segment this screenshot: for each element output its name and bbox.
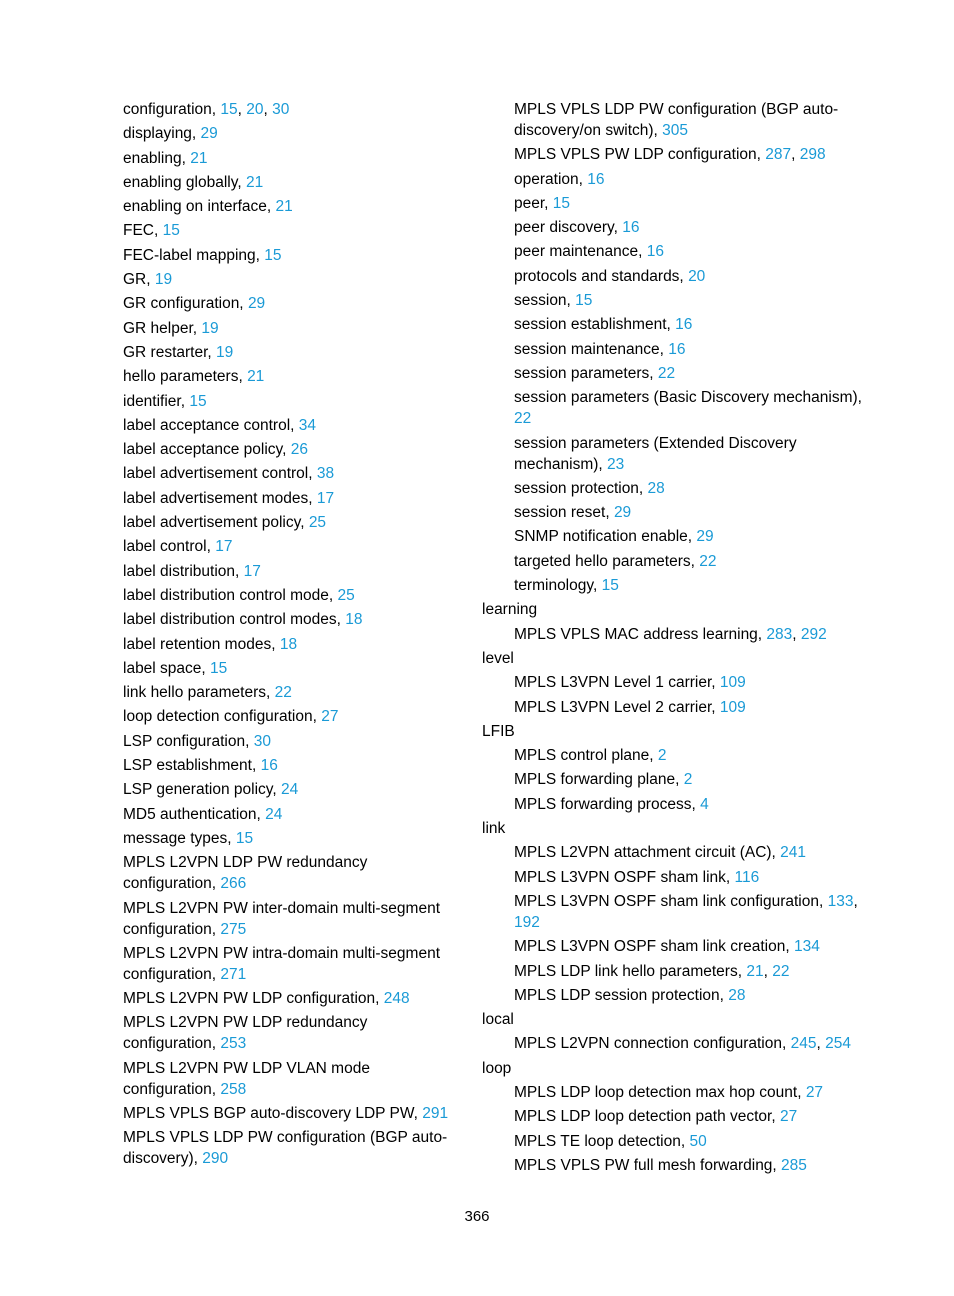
index-term: MPLS L2VPN attachment circuit (AC),: [514, 844, 781, 862]
index-column-left: [123, 99, 453, 1173]
index-term: MPLS VPLS MAC address learning,: [514, 625, 767, 643]
index-entry: [123, 293, 453, 314]
page-link[interactable]: 20: [688, 267, 706, 285]
page-link[interactable]: 21: [190, 149, 208, 167]
page-link[interactable]: 2: [657, 747, 667, 765]
index-term: identifier,: [123, 392, 190, 410]
index-term: MPLS LDP loop detection max hop count,: [514, 1083, 806, 1101]
page-link[interactable]: 16: [675, 316, 693, 334]
index-entry: [123, 269, 453, 290]
index-term: link: [482, 820, 506, 838]
page-link[interactable]: 18: [279, 635, 298, 653]
index-entry: [482, 99, 882, 141]
index-term: message types,: [123, 829, 236, 847]
index-entry: [123, 609, 453, 630]
index-entry: [482, 193, 882, 214]
index-term: GR helper,: [123, 319, 202, 337]
index-term: GR,: [123, 271, 155, 289]
page-link[interactable]: 24: [280, 781, 299, 799]
page-link[interactable]: 21: [247, 368, 265, 386]
index-term: targeted hello parameters,: [514, 552, 700, 570]
index-entry: [123, 1058, 453, 1100]
index-entry: [482, 842, 882, 863]
page-link[interactable]: 15: [264, 246, 282, 264]
index-term: MPLS LDP loop detection path vector,: [514, 1108, 780, 1126]
page-link[interactable]: 16: [622, 219, 640, 237]
index-term: FEC,: [123, 222, 163, 240]
index-term: MPLS LDP session protection,: [514, 986, 729, 1004]
page-link[interactable]: 29: [696, 528, 714, 546]
page-link[interactable]: 20: [246, 101, 264, 118]
page-link[interactable]: 17: [316, 489, 335, 507]
page-link[interactable]: 24: [265, 805, 283, 823]
index-term: peer,: [514, 194, 553, 212]
index-entry: [482, 217, 882, 238]
index-term: SNMP notification enable,: [514, 528, 697, 546]
index-entry: [482, 936, 882, 957]
index-entry: [482, 961, 882, 982]
index-term: enabling on interface,: [123, 198, 276, 216]
page-link[interactable]: 29: [200, 125, 218, 143]
index-entry: [123, 898, 453, 940]
index-entry: [482, 575, 882, 596]
index-heading: [482, 721, 882, 742]
index-term: displaying,: [123, 125, 201, 143]
index-entry: [482, 624, 882, 645]
page-link[interactable]: 291: [422, 1104, 449, 1122]
index-term: label advertisement policy,: [123, 514, 309, 532]
index-entry: [482, 363, 882, 384]
index-term: MPLS LDP link hello parameters,: [514, 962, 747, 980]
page-link[interactable]: 283: [766, 625, 793, 643]
index-term: label advertisement modes,: [123, 489, 317, 507]
index-term: label space,: [123, 659, 211, 677]
index-entry: [482, 697, 882, 718]
page-link[interactable]: 258: [220, 1080, 247, 1098]
page-link[interactable]: 28: [728, 986, 746, 1004]
index-term: configuration,: [123, 101, 221, 118]
page-separator: ,: [853, 892, 858, 910]
index-term: enabling,: [123, 149, 191, 167]
index-entry: [123, 99, 453, 120]
index-term: loop detection configuration,: [123, 708, 322, 726]
index-heading: [482, 818, 882, 839]
index-term: local: [482, 1011, 514, 1029]
page-link[interactable]: 134: [793, 938, 820, 956]
page-link[interactable]: 22: [274, 684, 292, 702]
index-term: hello parameters,: [123, 368, 248, 386]
index-entry: [482, 672, 882, 693]
index-term: MPLS VPLS LDP PW configuration (BGP auto-discovery),: [123, 1129, 448, 1168]
page-link[interactable]: 19: [216, 343, 234, 361]
page-link[interactable]: 133: [827, 892, 854, 910]
index-term: session reset,: [514, 504, 614, 522]
index-entry: [482, 1155, 882, 1176]
index-entry: [123, 172, 453, 193]
index-term: MPLS VPLS LDP PW configuration (BGP auto-discovery/on switch),: [514, 101, 839, 139]
page-link[interactable]: 26: [290, 441, 308, 459]
index-entry: [123, 585, 453, 606]
index-term: enabling globally,: [123, 173, 246, 191]
page-link[interactable]: 23: [607, 455, 625, 473]
page-link[interactable]: 305: [662, 122, 689, 139]
index-entry: [482, 314, 882, 335]
index-entry: [123, 512, 453, 533]
index-term: GR configuration,: [123, 295, 248, 313]
index-term: MPLS L3VPN Level 2 carrier,: [514, 698, 720, 716]
index-term: label distribution control mode,: [123, 586, 338, 604]
index-entry: [123, 852, 453, 894]
page-link[interactable]: 192: [514, 913, 540, 931]
page-link[interactable]: 16: [668, 340, 686, 358]
page-link[interactable]: 27: [779, 1108, 798, 1126]
index-term: FEC-label mapping,: [123, 246, 265, 264]
page-link[interactable]: 21: [746, 962, 764, 980]
page-link[interactable]: 266: [220, 875, 247, 893]
index-entry: [123, 1012, 453, 1054]
page-link[interactable]: 275: [220, 920, 247, 938]
index-entry: [123, 988, 453, 1009]
index-entry: [123, 536, 453, 557]
index-entry: [123, 658, 453, 679]
index-term: LSP establishment,: [123, 757, 261, 775]
index-term: MPLS L2VPN LDP PW redundancy configuration,: [123, 854, 368, 893]
page-link[interactable]: 15: [189, 392, 207, 410]
page-link[interactable]: 27: [805, 1083, 824, 1101]
page-link[interactable]: 17: [243, 562, 261, 580]
index-heading: [482, 1058, 882, 1079]
index-entry: [123, 245, 453, 266]
index-term: MPLS VPLS BGP auto-discovery LDP PW,: [123, 1104, 423, 1122]
page-link[interactable]: 30: [253, 732, 271, 750]
index-column-right: [482, 99, 882, 1179]
index-entry: [123, 1127, 453, 1169]
index-term: loop: [482, 1059, 512, 1077]
index-term: LSP generation policy,: [123, 781, 281, 799]
index-term: session,: [514, 292, 576, 310]
page-link[interactable]: 241: [780, 844, 807, 862]
index-entry: [123, 415, 453, 436]
page-link[interactable]: 27: [321, 708, 339, 726]
page-link[interactable]: 21: [275, 198, 293, 216]
index-entry: [482, 144, 882, 165]
index-entry: [123, 123, 453, 144]
index-entry: [123, 366, 453, 387]
index-entry: [482, 169, 882, 190]
page-separator: ,: [237, 101, 247, 118]
index-term: label distribution,: [123, 562, 244, 580]
page-link[interactable]: 25: [308, 514, 327, 532]
page-link[interactable]: 29: [613, 504, 632, 522]
page-link[interactable]: 15: [235, 829, 254, 847]
index-term: MPLS forwarding plane,: [514, 771, 684, 789]
page-link[interactable]: 50: [689, 1132, 707, 1150]
index-term: LSP configuration,: [123, 732, 254, 750]
page-link[interactable]: 285: [781, 1156, 807, 1174]
index-entry: [482, 1033, 882, 1054]
index-term: label acceptance policy,: [123, 441, 291, 459]
index-entry: [482, 551, 882, 572]
page-separator: ,: [791, 146, 800, 164]
page-link[interactable]: 116: [734, 868, 760, 886]
page-separator: ,: [792, 625, 801, 643]
index-entry: [482, 241, 882, 262]
page-link[interactable]: 4: [700, 795, 709, 813]
index-term: label advertisement control,: [123, 465, 317, 483]
index-entry: [482, 526, 882, 547]
index-entry: [482, 478, 882, 499]
index-entry: [482, 290, 882, 311]
index-entry: [123, 755, 453, 776]
page-link[interactable]: 271: [220, 965, 247, 983]
page-link[interactable]: 248: [383, 990, 410, 1008]
index-term: operation,: [514, 170, 588, 188]
index-entry: [123, 731, 453, 752]
index-term: label retention modes,: [123, 635, 280, 653]
index-term: label distribution control modes,: [123, 611, 346, 629]
index-entry: [482, 867, 882, 888]
index-entry: [123, 828, 453, 849]
page-separator: ,: [816, 1035, 826, 1053]
index-term: MPLS L2VPN connection configuration,: [514, 1035, 791, 1053]
page-link[interactable]: 253: [220, 1035, 247, 1053]
index-term: MPLS control plane,: [514, 747, 658, 765]
page-link[interactable]: 25: [337, 586, 355, 604]
index-entry: [123, 342, 453, 363]
page-link[interactable]: 22: [514, 410, 532, 428]
index-entry: [482, 266, 882, 287]
index-entry: [482, 1131, 882, 1152]
index-entry: [123, 804, 453, 825]
page-link[interactable]: 21: [245, 173, 264, 191]
index-term: MPLS L2VPN PW LDP redundancy configuration,: [123, 1014, 368, 1053]
page-link[interactable]: 19: [154, 271, 173, 289]
index-entry: [123, 634, 453, 655]
index-term: MPLS L3VPN OSPF sham link creation,: [514, 938, 794, 956]
index-term: peer maintenance,: [514, 243, 647, 261]
index-term: MPLS L2VPN PW inter-domain multi-segment configuration,: [123, 899, 441, 938]
index-entry: [123, 196, 453, 217]
index-term: MPLS L2VPN PW intra-domain multi-segment configuration,: [123, 944, 441, 983]
page-link[interactable]: 298: [799, 146, 826, 164]
page-link[interactable]: 109: [719, 698, 746, 716]
page-link[interactable]: 22: [699, 552, 717, 570]
page-link[interactable]: 19: [201, 319, 219, 337]
page-link[interactable]: 29: [247, 295, 266, 313]
page-link[interactable]: 287: [765, 146, 792, 164]
index-entry: [123, 682, 453, 703]
index-entry: [123, 318, 453, 339]
page-link[interactable]: 28: [647, 479, 665, 497]
index-term: MPLS VPLS PW full mesh forwarding,: [514, 1156, 782, 1174]
page-number: 366: [464, 1208, 490, 1225]
page-link[interactable]: 290: [202, 1150, 229, 1168]
index-heading: [482, 648, 882, 669]
index-entry: [123, 779, 453, 800]
index-entry: [482, 1106, 882, 1127]
index-term: session maintenance,: [514, 340, 669, 358]
index-entry: [123, 391, 453, 412]
index-entry: [123, 488, 453, 509]
index-entry: [123, 706, 453, 727]
index-entry: [123, 1103, 453, 1124]
index-term: MPLS L2VPN PW LDP VLAN mode configuration,: [123, 1059, 370, 1098]
index-entry: [482, 794, 882, 815]
index-term: MPLS TE loop detection,: [514, 1132, 690, 1150]
page-link[interactable]: 245: [790, 1035, 817, 1053]
page-link[interactable]: 22: [657, 364, 676, 382]
index-term: MPLS forwarding process,: [514, 795, 701, 813]
index-term: link hello parameters,: [123, 684, 275, 702]
page-link[interactable]: 34: [298, 416, 317, 434]
index-term: label control,: [123, 538, 216, 556]
index-term: peer discovery,: [514, 219, 623, 237]
index-entry: [482, 433, 882, 475]
index-term: MPLS L3VPN OSPF sham link configuration,: [514, 892, 828, 910]
index-term: terminology,: [514, 577, 602, 595]
index-entry: [482, 745, 882, 766]
page-link[interactable]: 15: [575, 292, 593, 310]
page-link[interactable]: 16: [587, 170, 605, 188]
index-term: LFIB: [482, 722, 515, 740]
index-term: learning: [482, 601, 538, 619]
index-entry: [123, 463, 453, 484]
page-separator: ,: [763, 962, 773, 980]
index-heading: [482, 1009, 882, 1030]
index-entry: [482, 891, 882, 933]
index-entry: [482, 387, 882, 429]
index-term: protocols and standards,: [514, 267, 689, 285]
index-term: session parameters (Extended Discovery mechanism),: [514, 434, 797, 473]
index-term: MPLS VPLS PW LDP configuration,: [514, 146, 766, 164]
page-link[interactable]: 15: [220, 101, 238, 118]
page-link[interactable]: 16: [646, 243, 664, 261]
index-entry: [482, 769, 882, 790]
page-link[interactable]: 254: [825, 1035, 851, 1053]
page-link[interactable]: 22: [772, 962, 790, 980]
index-heading: [482, 599, 882, 620]
index-term: session establishment,: [514, 316, 676, 334]
index-term: MPLS L2VPN PW LDP configuration,: [123, 990, 384, 1008]
page-link[interactable]: 30: [272, 101, 290, 118]
page-link[interactable]: 109: [719, 674, 746, 692]
index-term: GR restarter,: [123, 343, 217, 361]
index-term: session parameters,: [514, 364, 658, 382]
page-link[interactable]: 15: [162, 222, 180, 240]
index-entry: [123, 439, 453, 460]
index-entry: [123, 148, 453, 169]
page-link[interactable]: 15: [210, 659, 228, 677]
index-term: session parameters (Basic Discovery mechanism),: [514, 389, 862, 407]
page-link[interactable]: 15: [552, 194, 571, 212]
index-entry: [123, 943, 453, 985]
index-term: MPLS L3VPN OSPF sham link,: [514, 868, 735, 886]
page-link[interactable]: 2: [683, 771, 693, 789]
page-link[interactable]: 38: [316, 465, 335, 483]
index-term: label acceptance control,: [123, 416, 299, 434]
index-entry: [482, 339, 882, 360]
page-separator: ,: [263, 101, 273, 118]
index-term: session protection,: [514, 479, 648, 497]
index-entry: [123, 220, 453, 241]
page-link[interactable]: 15: [601, 577, 619, 595]
index-term: MPLS L3VPN Level 1 carrier,: [514, 674, 720, 692]
index-entry: [482, 502, 882, 523]
index-entry: [482, 1082, 882, 1103]
page-link[interactable]: 16: [260, 757, 278, 775]
index-entry: [482, 985, 882, 1006]
index-term: MD5 authentication,: [123, 805, 266, 823]
page-link[interactable]: 18: [345, 611, 363, 629]
index-term: level: [482, 649, 514, 667]
index-entry: [123, 561, 453, 582]
page-link[interactable]: 292: [800, 625, 827, 643]
page-link[interactable]: 17: [215, 538, 233, 556]
